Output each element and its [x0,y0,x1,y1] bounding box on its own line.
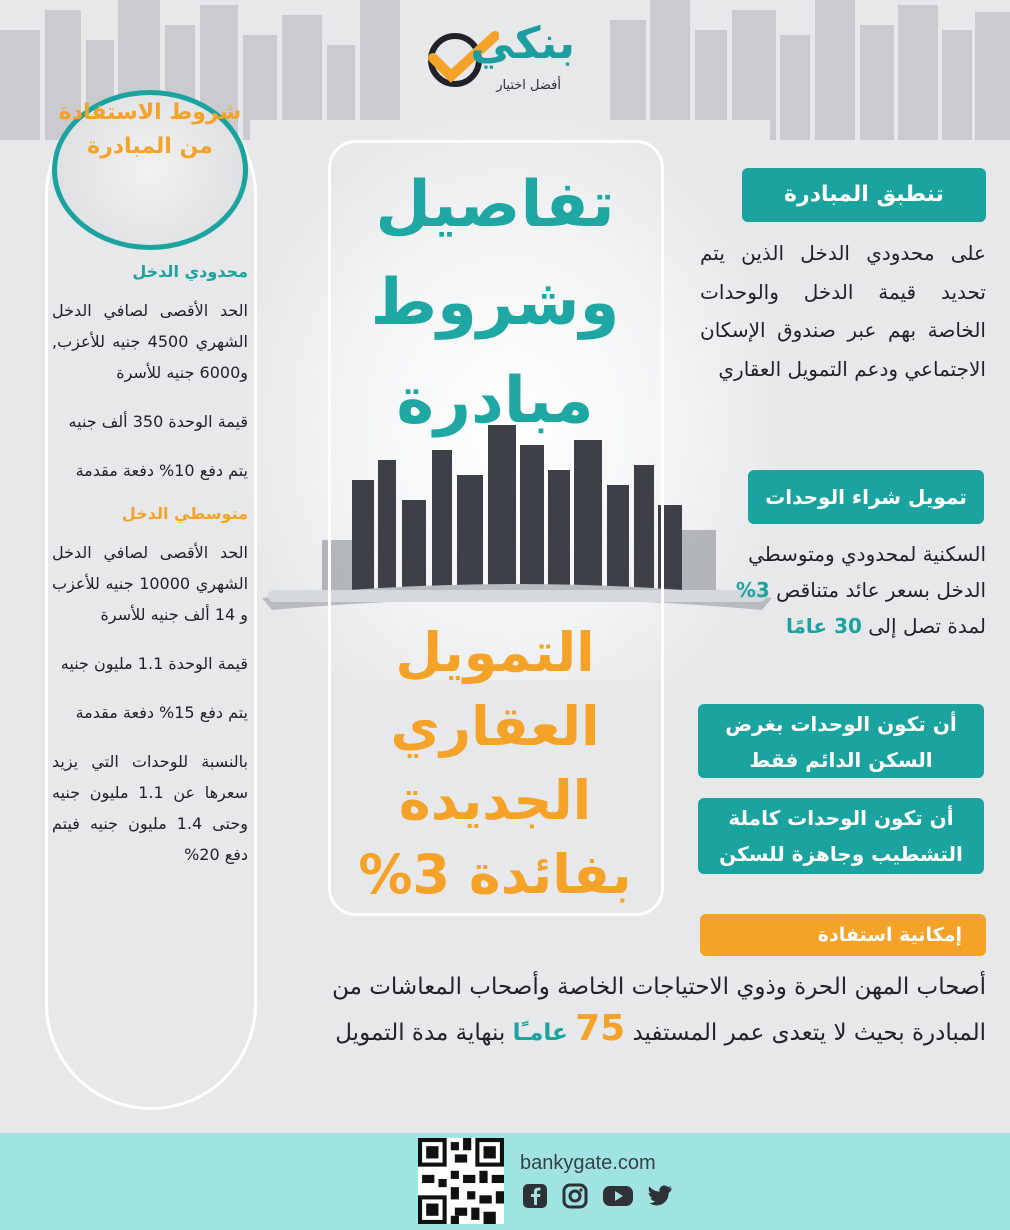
sub-title-line: الجديدة [398,769,592,832]
low-income-heading: محدودي الدخل [132,262,248,281]
logo-text: بنكي [470,18,575,69]
facebook-icon[interactable] [522,1183,548,1209]
twitter-icon[interactable] [648,1183,674,1209]
middle-income-heading: متوسطي الدخل [121,504,248,523]
low-income-item: قيمة الوحدة 350 ألف جنيه [68,412,248,431]
qr-code-icon[interactable] [418,1138,504,1224]
eligibility-badge: إمكانية استفادة [700,914,986,956]
sub-title-line: التمويل [395,621,595,684]
brand-logo [425,18,575,98]
conditions-list [52,262,248,888]
condition-residence: أن تكون الوحدات بغرض السكن الدائم فقط [698,704,984,778]
low-income-item: يتم دفع 10% دفعة مقدمة [75,461,248,480]
age-word: عامـًا [512,1020,568,1046]
condition-finishing: أن تكون الوحدات كاملة التشطيب وجاهزة للسكن [698,798,984,874]
main-title-line: مبادرة [396,364,594,438]
middle-income-item: يتم دفع 15% دفعة مقدمة [75,703,248,722]
middle-income-item: الحد الأقصى لصافي الدخل الشهري 10000 جنيه للأعزب و 14 ألف جنيه للأسرة [52,543,249,624]
middle-income-item: بالنسبة للوحدات التي يزيد سعرها عن 1.1 مليون جنيه وحتى 1.4 مليون جنيه فيتم دفع 20% [52,752,248,864]
instagram-icon[interactable] [562,1183,588,1209]
eligibility-text: أصحاب المهن الحرة وذوي الاحتياجات الخاصة وأصحاب المعاشات من المبادرة بحيث لا يتعدى عمر المستفيد [332,974,986,1046]
youtube-icon[interactable] [602,1183,634,1209]
financing-text-block [700,536,986,644]
conditions-title: شروط الاستفادة من المبادرة [58,100,242,159]
social-links [522,1183,674,1209]
age-number: 75 [575,1008,626,1049]
slogan: أفضل اختيار [496,78,561,93]
financing-rate: 3% [735,578,770,602]
financing-duration-prefix: لمدة تصل إلى [868,614,986,638]
sub-title-line: بفائدة 3% [358,843,632,906]
financing-badge: تمويل شراء الوحدات [748,470,984,524]
main-title-line: وشروط [370,266,620,340]
applies-text: على محدودي الدخل الذين يتم تحديد قيمة الدخل والوحدات الخاصة بهم عبر صندوق الإسكان الاجتماعي ودعم التمويل العقاري [700,241,986,381]
main-title-line: تفاصيل [375,168,615,242]
applies-badge: تنطبق المبادرة [742,168,986,222]
footer-bar [0,1133,1010,1230]
eligibility-text-block [262,966,986,1054]
website-link[interactable]: bankygate.com [520,1152,656,1174]
sub-title [330,616,660,912]
low-income-item: الحد الأقصى لصافي الدخل الشهري 4500 جنيه للأعزب, و6000 جنيه للأسرة [52,301,249,382]
eligibility-tail: بنهاية مدة التمويل [335,1020,506,1046]
financing-text: السكنية لمحدودي ومتوسطي الدخل بسعر عائد متناقص [748,542,986,602]
sub-title-line: العقاري [390,695,600,758]
main-title [330,156,660,450]
middle-income-item: قيمة الوحدة 1.1 مليون جنيه [60,654,248,673]
financing-duration: 30 عامًا [786,614,862,638]
